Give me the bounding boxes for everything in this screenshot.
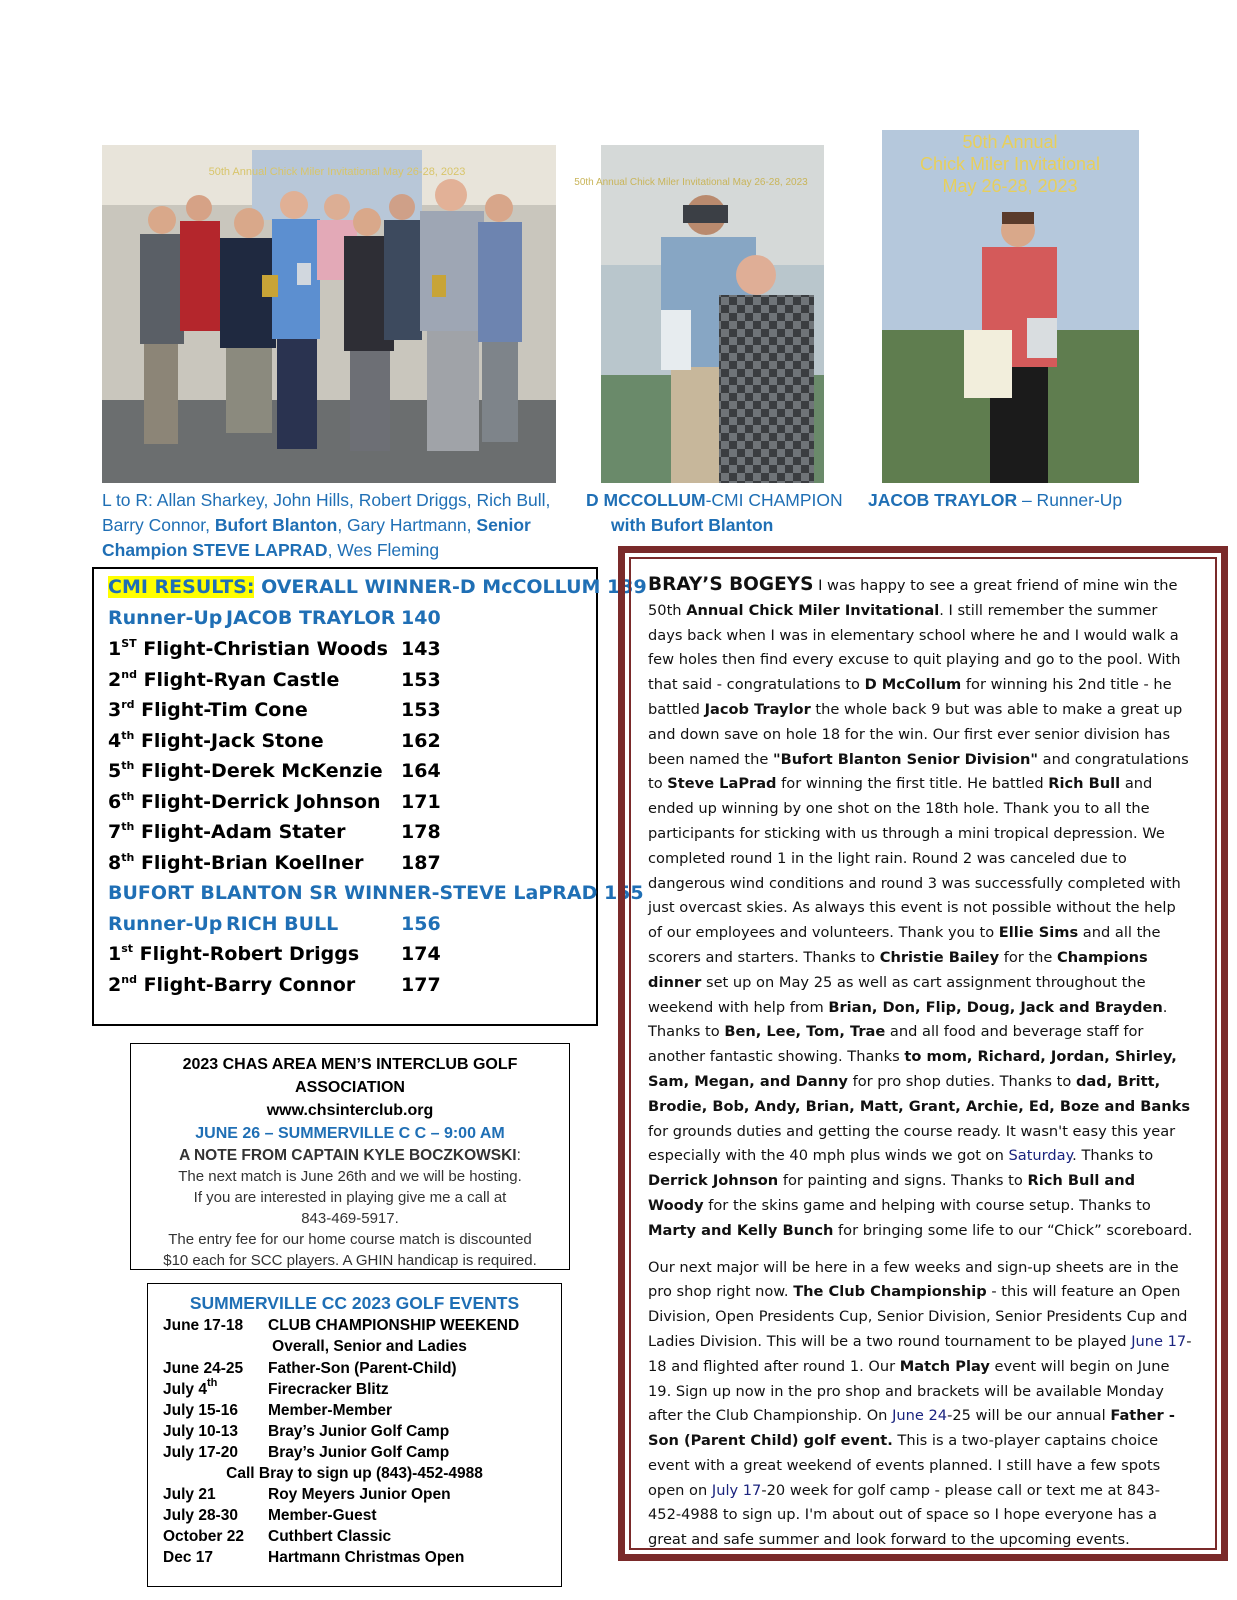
flight-score: 174: [401, 943, 441, 965]
event-name: Cuthbert Classic: [268, 1528, 392, 1545]
bogeys-text-segment: . Thanks to: [648, 998, 1168, 1041]
flight-name: Flight-Ryan Castle: [136, 668, 340, 691]
caption-text: – Runner-Up: [1017, 490, 1123, 510]
flight-number-sup: ST: [121, 637, 137, 650]
caption-text: Barry Connor,: [102, 515, 215, 535]
senior-runner-up-label: Runner-Up: [108, 913, 223, 935]
flight-number-sup: th: [121, 728, 135, 742]
mccollum-caption-line2: with Bufort Blanton: [611, 515, 774, 535]
results-label: CMI RESULTS:: [108, 576, 255, 598]
bogeys-highlight: Match Play: [899, 1357, 990, 1375]
flight-number: 2: [108, 668, 122, 691]
event-row: [163, 1317, 520, 1335]
flight-row: [108, 972, 441, 996]
event-name: Bray’s Junior Golf Camp: [268, 1444, 450, 1461]
event-date: July 4: [163, 1381, 207, 1398]
event-date: July 28-30: [163, 1507, 238, 1524]
bogeys-highlight: Ben, Lee, Tom, Trae: [724, 1023, 886, 1041]
bogeys-text-segment: for the: [999, 948, 1058, 966]
flight-row: [108, 789, 441, 813]
bogeys-text-segment: set up on May 25 as well as cart assignment throughout the weekend with help from: [648, 973, 1146, 1016]
flight-number: 3: [108, 699, 122, 721]
bogeys-text-segment: - this will feature an Open Division, Open Presidents Cup, Senior Division, Senior Presidents Cup and Ladies Division. This will be a two round tournament to be played: [648, 1283, 1188, 1350]
bogeys-text-segment: Our next major will be here in a few weeks and sign-up sheets are in the pro shop right now.: [648, 1258, 1179, 1301]
interclub-title-line1: 2023 CHAS AREA MEN’S INTERCLUB GOLF: [182, 1056, 518, 1073]
runner-up-score: 140: [401, 607, 441, 629]
bogeys-text-segment: and all the scorers and starters. Thanks to: [648, 924, 1161, 966]
group-caption-line1: L to R: Allan Sharkey, John Hills, Robert Driggs, Rich Bull,: [102, 490, 551, 510]
flight-score: 143: [401, 638, 441, 660]
bogeys-highlight: Champions dinner: [648, 948, 1148, 991]
traylor-caption: [868, 488, 1168, 513]
bogeys-text-segment: . I still remember the summer days back when I was in elementary school where he and I would walk a few holes then find every excuse to quit playing and go to the pool. With that said - congratulations to: [648, 601, 1181, 694]
bogeys-highlight: Annual Chick Miler Invitational: [686, 601, 940, 619]
mccollum-caption-line1: [586, 488, 866, 513]
senior-runner-up-row: [108, 913, 441, 935]
interclub-line4: The entry fee for our home course match is discounted: [168, 1231, 532, 1248]
event-row: [163, 1486, 451, 1504]
interclub-line2: If you are interested in playing give me a call at: [193, 1189, 507, 1206]
bogeys-text-segment: and congratulations to: [648, 750, 1189, 793]
traylor-banner-line3: May 26-28, 2023: [942, 176, 1078, 196]
results-runner-up-row: [108, 607, 441, 629]
flight-number-sup: st: [121, 942, 134, 955]
bogeys-highlight: Rich Bull and Woody: [648, 1172, 1136, 1214]
flight-row: [108, 637, 441, 660]
bogeys-highlight: Father - Son (Parent Child) golf event.: [648, 1407, 1175, 1450]
senior-winner-row: [108, 882, 644, 904]
caption-text: , Wes Fleming: [327, 540, 440, 560]
flight-score: 171: [401, 790, 441, 813]
flight-number: 7: [108, 821, 122, 843]
brays-bogeys-box: [618, 546, 1228, 1561]
mccollum-caption: [586, 488, 866, 538]
interclub-line3: 843-469-5917.: [301, 1210, 399, 1227]
senior-runner-up-name: RICH BULL: [226, 913, 339, 935]
flight-name: Flight-Robert Driggs: [133, 943, 360, 965]
bogeys-highlight: Rich Bull: [1048, 775, 1121, 793]
flight-row: [108, 820, 441, 843]
bogeys-text-segment: and ended up winning by one shot on the 18th hole. Thank you to all the participants for sticking with us through a mini tropical depression. We completed round 1 in the light rain. Round 2 was canceled due to dangerous wind conditions and round 3 was successfully completed with just overcast skies. As always this event is not possible without the help of our employees and volunteers. Thank you to: [648, 775, 1181, 942]
interclub-box: [130, 1043, 570, 1270]
bogeys-paragraph-2: [648, 1256, 1193, 1554]
bogeys-highlight: dad, Britt, Brodie, Bob, Andy, Brian, Matt, Grant, Archie, Ed, Boze and Banks: [648, 1072, 1191, 1115]
flight-row: [108, 667, 441, 691]
bogeys-text-segment: for bringing some life to our “Chick” scoreboard.: [833, 1221, 1193, 1239]
bogeys-highlight: Ellie Sims: [998, 924, 1079, 942]
interclub-line1: The next match is June 26th and we will be hosting.: [178, 1168, 522, 1185]
flight-number-sup: nd: [121, 972, 137, 986]
interclub-line5: $10 each for SCC players. A GHIN handicap is required.: [163, 1252, 537, 1269]
runner-up-label: Runner-Up: [108, 607, 223, 629]
event-name: Father-Son (Parent-Child): [268, 1360, 457, 1377]
flight-number-sup: nd: [121, 667, 137, 681]
golf-events-box: [147, 1283, 562, 1587]
flight-score: 153: [401, 668, 441, 691]
group-banner-text: 50th Annual Chick Miler Invitational May 26-28, 2023: [208, 166, 466, 178]
flight-row: [108, 942, 441, 965]
cmi-results-box: [92, 567, 647, 1026]
bogeys-text-segment: event will begin on June 19. Sign up now in the pro shop and brackets will be available Monday after the Club Championship. On: [648, 1357, 1170, 1425]
bogeys-date: June 17: [1131, 1332, 1187, 1350]
flight-number-sup: th: [121, 820, 135, 833]
event-date: June 24-25: [163, 1360, 244, 1377]
group-caption: [102, 488, 572, 563]
flight-row: [108, 728, 441, 752]
bogeys-highlight: Marty and Kelly Bunch: [648, 1221, 834, 1239]
flight-name: Flight-Brian Koellner: [134, 851, 364, 874]
bogeys-text-segment: -20 week for golf camp - please call or text me at 843-452-4988 to sign up. I'm about out of space so I hope everyone has a great and safe summer and look forward to the upcoming events.: [648, 1481, 1160, 1549]
results-overall-winner: OVERALL WINNER-D McCOLLUM 139: [254, 576, 647, 598]
flight-number-sup: th: [121, 850, 135, 864]
event-name: CLUB CHAMPIONSHIP WEEKEND: [268, 1317, 520, 1334]
event-date: June 17-18: [163, 1317, 244, 1334]
senior-runner-up-score: 156: [401, 913, 441, 935]
event-row: [163, 1402, 393, 1420]
event-date: July 17-20: [163, 1444, 238, 1461]
flight-number: 1: [108, 638, 122, 660]
flight-name: Flight-Derek McKenzie: [134, 760, 383, 782]
event-name: Member-Guest: [268, 1507, 377, 1524]
bogeys-date: July 17: [711, 1481, 762, 1499]
caption-text: -CMI CHAMPION: [705, 490, 843, 510]
interclub-website[interactable]: www.chsinterclub.org: [266, 1102, 434, 1119]
event-row: [163, 1444, 450, 1462]
flight-number-sup: th: [121, 789, 135, 803]
flight-name: Flight-Barry Connor: [136, 973, 356, 996]
event-call-bray: Call Bray to sign up (843)-452-4988: [226, 1465, 483, 1482]
bogeys-highlight: Christie Bailey: [879, 948, 1000, 966]
mccollum-banner-text: 50th Annual Chick Miler Invitational May 26-28, 2023: [574, 177, 808, 188]
group-photo: [102, 145, 556, 483]
flight-number: 5: [108, 760, 122, 782]
traylor-banner-line2: Chick Miler Invitational: [919, 154, 1101, 174]
event-date: July 21: [163, 1486, 216, 1503]
flight-number-sup: th: [121, 759, 135, 772]
flight-number: 2: [108, 973, 122, 996]
bogeys-highlight: "Bufort Blanton Senior Division": [773, 750, 1039, 768]
flight-score: 177: [401, 973, 441, 996]
caption-text: , Gary Hartmann,: [337, 515, 477, 535]
mccollum-photo: [574, 145, 824, 483]
bogeys-highlight: Steve LaPrad: [667, 775, 777, 793]
bogeys-text-segment: and all food and beverage staff for another fantastic showing. Thanks: [648, 1023, 1144, 1066]
flight-name: Flight-Christian Woods: [136, 638, 388, 660]
group-caption-line2: [102, 513, 572, 538]
bogeys-text-segment: for winning the first title. He battled: [776, 775, 1049, 793]
event-date: Dec 17: [163, 1549, 213, 1566]
flight-number: 4: [108, 729, 122, 752]
bogeys-highlight: D McCollum: [864, 676, 962, 694]
caption-name-bold: D MCCOLLUM: [586, 490, 706, 510]
caption-name-bold: Champion STEVE LAPRAD: [102, 540, 328, 560]
bogeys-highlight: The Club Championship: [793, 1283, 987, 1301]
bogeys-text-segment: for winning his 2nd title - he battled: [648, 676, 1172, 718]
event-row: [163, 1528, 392, 1546]
caption-name-bold: JACOB TRAYLOR: [868, 490, 1018, 510]
note-head-text: A NOTE FROM CAPTAIN KYLE BOCZKOWSKI: [179, 1147, 517, 1164]
event-date: July 10-13: [163, 1423, 238, 1440]
bogeys-text-segment: This is a two-player captains choice event with a great weekend of events planned. I still have a few spots open on: [648, 1432, 1161, 1499]
flight-name: Flight-Adam Stater: [134, 821, 346, 843]
bogeys-text-segment: -18 and flighted after round 1. Our: [648, 1332, 1192, 1375]
flight-name: Flight-Tim Cone: [134, 699, 308, 721]
event-subtitle: Overall, Senior and Ladies: [272, 1338, 467, 1355]
flight-number: 1: [108, 943, 122, 965]
bogeys-highlight: Derrick Johnson: [648, 1172, 779, 1190]
event-row: [163, 1360, 457, 1378]
flight-row: [108, 698, 441, 721]
bogeys-date: Saturday: [1008, 1147, 1073, 1165]
flight-row: [108, 759, 441, 782]
event-date-sup: th: [206, 1377, 218, 1389]
flight-score: 162: [401, 729, 441, 752]
flight-name: Flight-Jack Stone: [134, 729, 324, 752]
traylor-photo: [882, 130, 1139, 483]
flight-name: Flight-Derrick Johnson: [134, 790, 381, 813]
event-row: [163, 1377, 389, 1399]
note-head-colon: :: [516, 1147, 521, 1164]
bogeys-paragraph-1: [648, 573, 1193, 1244]
bogeys-text-segment: for pro shop duties. Thanks to: [847, 1072, 1076, 1090]
interclub-title-line2: ASSOCIATION: [295, 1079, 405, 1096]
results-overall-row: [108, 576, 647, 598]
event-name: Member-Member: [268, 1402, 393, 1419]
flight-row: [108, 850, 441, 874]
event-date: October 22: [163, 1528, 244, 1545]
event-name: Bray’s Junior Golf Camp: [268, 1423, 450, 1440]
flight-score: 187: [401, 851, 441, 874]
flight-score: 164: [401, 760, 441, 782]
bogeys-text-segment: -25 will be our annual: [947, 1407, 1111, 1425]
bogeys-highlight: Jacob Traylor: [704, 700, 811, 718]
bogeys-heading: BRAY’S BOGEYS: [648, 574, 814, 595]
event-date: July 15-16: [163, 1402, 238, 1419]
caption-name-bold: Bufort Blanton: [214, 515, 338, 535]
flight-number: 8: [108, 851, 122, 874]
group-caption-line3: [102, 538, 572, 563]
bogeys-text-segment: for the skins game and helping with course setup. Thanks to: [703, 1196, 1151, 1214]
events-title: SUMMERVILLE CC 2023 GOLF EVENTS: [189, 1293, 520, 1313]
traylor-banner-line1: 50th Annual: [962, 132, 1058, 152]
bogeys-date: June 24: [892, 1407, 948, 1425]
flight-score: 153: [401, 699, 441, 721]
bogeys-highlight: Brian, Don, Flip, Doug, Jack and Brayden: [828, 998, 1163, 1016]
event-row: [163, 1423, 450, 1441]
event-name: Hartmann Christmas Open: [268, 1549, 465, 1566]
bogeys-text-segment: . Thanks to: [1072, 1147, 1154, 1165]
interclub-note-head: [131, 1145, 569, 1166]
event-row: [163, 1549, 465, 1567]
bogeys-text-segment: the whole back 9 but was able to make a great up and down save on hole 18 for the win. Our first ever senior division has been named the: [648, 700, 1183, 768]
brays-bogeys-text: [648, 573, 1193, 1553]
bogeys-highlight: to mom, Richard, Jordan, Shirley, Sam, Megan, and Danny: [648, 1048, 1177, 1090]
bogeys-text-segment: for grounds duties and getting the course ready. It wasn't easy this year especially with the 40 mph plus winds we got on: [648, 1122, 1176, 1165]
runner-up-name: JACOB TRAYLOR: [226, 607, 396, 629]
event-name: Roy Meyers Junior Open: [268, 1486, 451, 1503]
event-row: [163, 1507, 377, 1525]
bogeys-text-segment: for painting and signs. Thanks to: [778, 1172, 1028, 1190]
senior-winner: BUFORT BLANTON SR WINNER-STEVE LaPRAD 155: [108, 882, 644, 904]
interclub-match: JUNE 26 – SUMMERVILLE C C – 9:00 AM: [195, 1125, 505, 1142]
flight-number: 6: [108, 790, 122, 813]
bogeys-text-segment: I was happy to see a great friend of mine win the 50th: [648, 577, 1178, 619]
event-name: Firecracker Blitz: [268, 1381, 389, 1398]
flight-score: 178: [401, 821, 441, 843]
flight-number-sup: rd: [121, 698, 135, 711]
caption-name-bold: Senior: [476, 515, 531, 535]
